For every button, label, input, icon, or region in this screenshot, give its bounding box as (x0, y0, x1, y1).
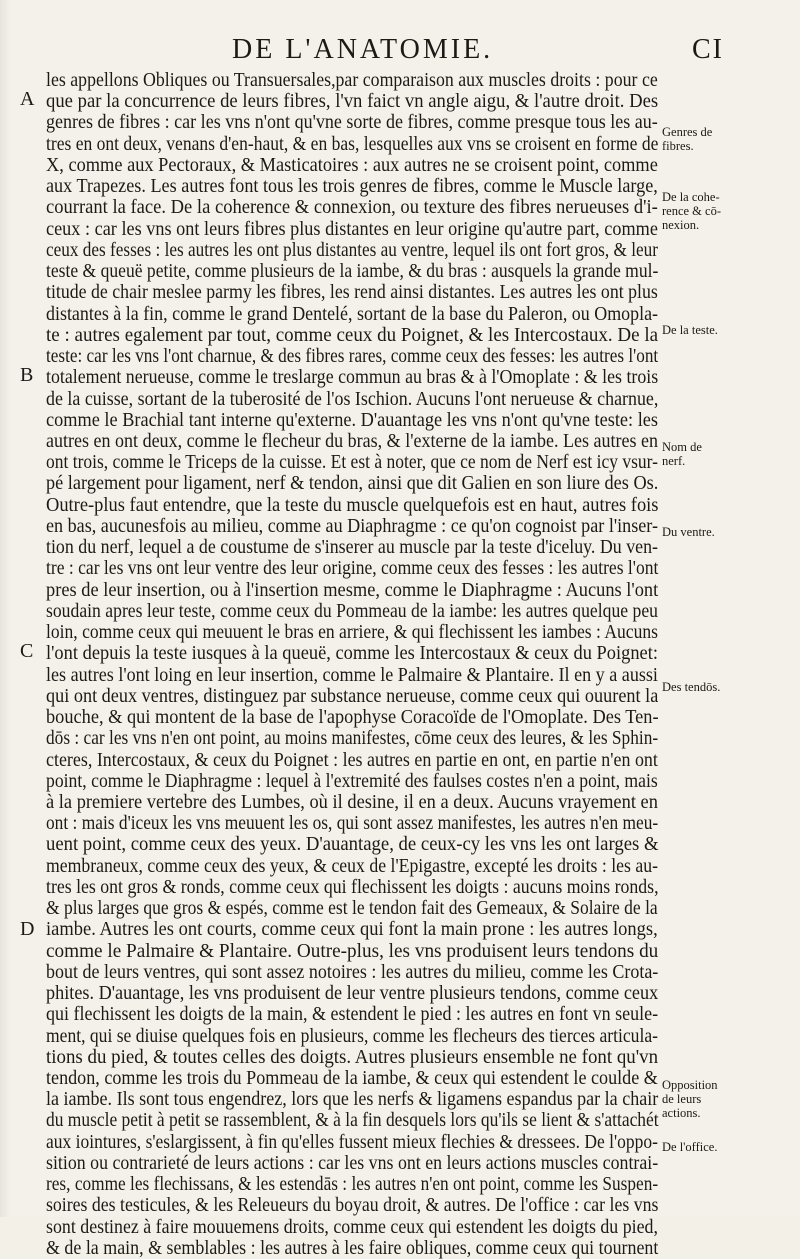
folio-number: CI (692, 34, 724, 65)
text-line: courrant la face. De la coherence & connexion, ou texture des fibres nerueuses d'i- (46, 197, 658, 219)
text-line: sition ou contrarieté de leurs actions : car les vns ont en leurs actions muscles contrai- (46, 1152, 659, 1174)
text-line: qui flechissent les doigts de la main, & estendent le pied : les autres en font vn seule- (46, 1004, 659, 1026)
text-line: iambe. Autres les ont courts, comme ceux qui font la main prone : les autres longs, (46, 919, 658, 941)
sidenote-des-tendons: Des tendōs. (662, 680, 721, 694)
text-line: bout de leurs ventres, qui sont assez notoires : les autres du milieu, comme les Crota- (46, 961, 659, 983)
text-line: distantes à la fin, comme le grand Dentelé, sortant de la base du Paleron, ou Omopla- (46, 303, 659, 325)
text-line: la iambe. Ils sont tous engendrez, lors que les nerfs & ligamens espandus par la chair (46, 1089, 659, 1111)
text-line: tendon, comme les trois du Pommeau de la iambe, & ceux qui estendent le coulde & (46, 1068, 658, 1090)
text-line: teste: car les vns l'ont charnue, & des fibres rares, comme ceux des fesses: les autres l'ont (46, 346, 659, 368)
text-line: qui ont deux ventres, distinguez par substance nerueuse, comme ceux qui ouurent la (46, 685, 659, 707)
text-line: loin, comme ceux qui meuuent le bras en arriere, & qui flechissent les iambes : Aucuns (46, 622, 658, 644)
text-line: ment, qui se diuise quelques fois en plusieurs, comme les flecheurs des tierces articula- (46, 1025, 658, 1047)
text-line: & plus larges que gros & espés, comme est le tendon fait des Gemeaux, & Solaire de la (46, 898, 658, 920)
sidenote-nom-de-nerf: Nom de nerf. (662, 440, 702, 468)
text-line: à la premiere vertebre des Lumbes, où il desine, il en a deux. Aucuns vrayement en (46, 791, 658, 813)
text-line: en bas, aucunesfois au milieu, comme au Diaphragme : ce qu'on cognoist par l'inser- (46, 515, 658, 537)
text-line: res, comme les flechissans, & les estendās : les autres n'en ont point, comme les Suspen- (46, 1174, 659, 1196)
section-letter-d: D (20, 918, 35, 940)
text-line: tres les ont gros & ronds, comme ceux qui flechissent les doigts : aucuns moins ronds, (46, 876, 659, 898)
sidenote-genres-de-fibres: Genres de fibres. (662, 125, 713, 153)
text-line: tion du nerf, lequel a de coustume de s'inserer au muscle par la teste d'iceluy. Du ven- (46, 537, 658, 559)
text-line: totalement nerueuse, comme le treslarge commun au bras & à l'Omoplate : & les trois (46, 367, 659, 389)
text-line: les autres l'ont loing en leur insertion, comme le Palmaire & Plantaire. Il en y a aussi (46, 664, 658, 686)
text-line: & de la main, & semblables : les autres à les faire obliques, comme ceux qui tournent (46, 1237, 659, 1259)
sidenote-de-loffice: De l'office. (662, 1140, 718, 1154)
text-line: les appellons Obliques ou Transuersales,par comparaison aux muscles droits : pour ce (46, 70, 658, 91)
text-line: de la cuisse, sortant de la tuberosité de l'os Ischion. Aucuns l'ont nerueuse & charnue, (46, 388, 659, 410)
text-line: comme le Brachial tant interne qu'externe. D'auantage les vns n'ont qu'vne teste: les (46, 409, 659, 431)
text-line: soires des testicules, & les Releueurs du boyau droit, & autres. De l'office : car les vns (46, 1195, 659, 1217)
section-letter-b: B (20, 364, 34, 386)
text-line: soudain apres leur teste, comme ceux du Pommeau de la iambe: les autres quelque peu (46, 600, 658, 622)
text-line: comme le Palmaire & Plantaire. Outre-plus, les vns produisent leurs tendons du (46, 940, 659, 962)
text-line: te : autres egalement par tout, comme ceux du Poignet, & les Intercostaux. De la (46, 324, 659, 346)
text-line: pres de leur insertion, ou à l'insertion mesme, comme le Diaphragme : Aucuns l'ont (46, 579, 659, 601)
text-line: que par la concurrence de leurs fibres, l'vn faict vn angle aigu, & l'autre droit. Des (46, 91, 659, 113)
body-text (46, 70, 658, 1259)
sidenote-coherence: De la cohe- rence & cō- nexion. (662, 190, 721, 232)
text-line: phites. D'auantage, les vns produisent de leur ventre plusieurs tendons, comme ceux (46, 983, 659, 1005)
sidenote-opposition: Opposition de leurs actions. (662, 1078, 718, 1120)
page-gutter-shadow (0, 0, 10, 1217)
text-line: dōs : car les vns n'en ont point, au moins manifestes, cōme ceux des leures, & les Sphin- (46, 728, 659, 750)
text-line: ceux : car les vns ont leurs fibres plus distantes en leur origine qu'autre part, comme (46, 218, 658, 240)
text-line: titude de chair meslee parmy les fibres, les rend ainsi distantes. Les autres les ont plus (46, 282, 658, 304)
section-letter-a: A (20, 88, 35, 110)
text-line: bouche, & qui montent de la base de l'apophyse Coracoïde de l'Omoplate. Des Ten- (46, 707, 659, 729)
text-line: X, comme aux Pectoraux, & Masticatoires : aux autres ne se croisent point, comme (46, 154, 658, 176)
text-line: ont : mais d'iceux les vns meuuent les os, qui sont assez manifestes, les autres n'en meu- (46, 813, 659, 835)
text-line: aux iointures, s'eslargissent, à fin qu'elles fussent mieux flechies & dressees. De l'oppo- (46, 1131, 658, 1153)
text-line: cteres, Intercostaux, & ceux du Poignet : les autres en partie en ont, en partie n'en ont (46, 749, 658, 771)
text-line: tre : car les vns ont leur ventre des leur origine, comme ceux des fesses : les autres l'ont (46, 558, 659, 580)
text-line: genres de fibres : car les vns n'ont qu'vne sorte de fibres, comme presque tous les au- (46, 112, 658, 134)
section-letter-c: C (20, 640, 34, 662)
text-line: membraneux, comme ceux des yeux, & ceux de l'Epigastre, excepté les droits : les au- (46, 855, 659, 877)
running-head (0, 30, 800, 70)
running-title: DE L'ANATOMIE. (232, 34, 494, 65)
text-line: sont destinez à faire mouuemens droits, comme ceux qui estendent les doigts du pied, (46, 1216, 658, 1238)
sidenote-de-la-teste: De la teste. (662, 323, 718, 337)
text-line: teste & queuë petite, comme plusieurs de la iambe, & du bras : ausquels la grande mul- (46, 261, 659, 283)
text-line: point, comme le Diaphragme : lequel à l'extremité des faulses costes n'en a point, mais (46, 770, 658, 792)
text-line: ont trois, comme le Triceps de la cuisse. Et est à noter, que ce nom de Nerf est icy vsur- (46, 452, 658, 474)
text-line: autres en ont deux, comme le flecheur du bras, & l'externe de la iambe. Les autres en (46, 430, 659, 452)
text-line: aux Trapezes. Les autres font tous les trois genres de fibres, comme le Muscle large, (46, 176, 658, 198)
text-line: uent point, comme ceux des yeux. D'auantage, de ceux-cy les vns les ont larges & (46, 834, 659, 856)
text-line: pé largement pour ligament, nerf & tendon, ainsi que dit Galien en son liure des Os. (46, 473, 659, 495)
text-line: tres en ont deux, venans d'en-haut, & en bas, lesquelles aux vns se croisent en forme de (46, 133, 659, 155)
text-line: Outre-plus faut entendre, que la teste du muscle quelquefois est en haut, autres fois (46, 494, 659, 516)
sidenote-du-ventre: Du ventre. (662, 525, 715, 539)
text-line: l'ont depuis la teste iusques à la queuë, comme les Intercostaux & ceux du Poignet: (46, 643, 658, 665)
text-line: du muscle petit à petit se rassemblent, & à la fin desquels lors qu'ils se lient & s'attachét (46, 1110, 659, 1132)
text-line: tions du pied, & toutes celles des doigts. Autres plusieurs ensemble ne font qu'vn (46, 1046, 659, 1068)
text-line: ceux des fesses : les autres les ont plus distantes au ventre, lequel ils ont fort gros, & leur (46, 239, 658, 261)
